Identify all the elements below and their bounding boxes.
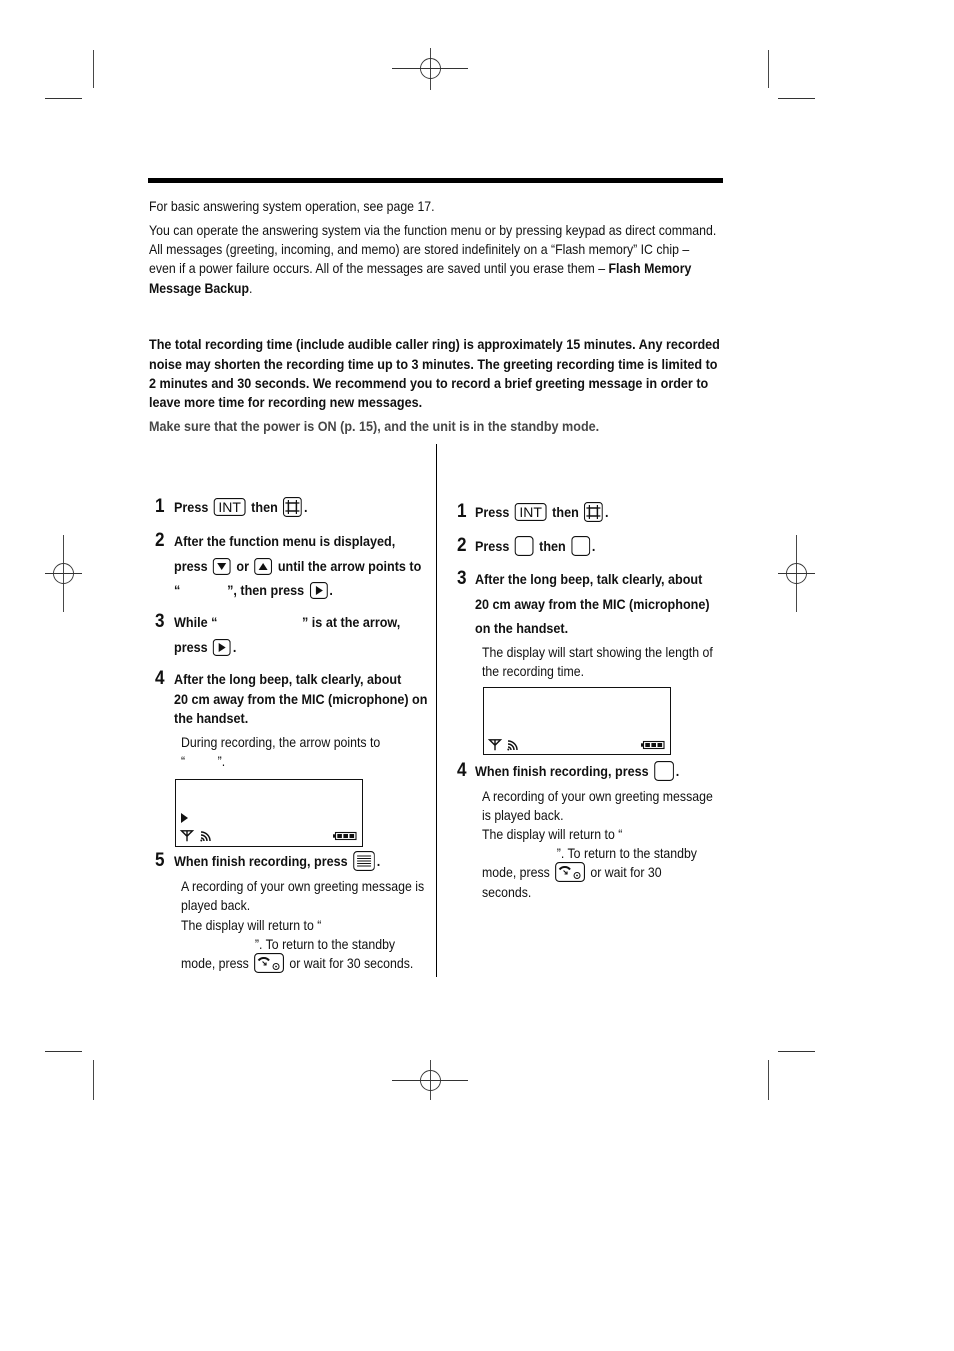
step-note: the recording time.	[482, 663, 585, 679]
lcd-screen	[483, 687, 671, 755]
blank-soft-key-icon	[654, 761, 674, 781]
step-instruction	[174, 637, 236, 657]
step-instruction	[174, 580, 333, 600]
step-note: During recording, the arrow points to	[181, 734, 381, 750]
step-text: Press	[475, 538, 510, 554]
step-text: While “	[174, 614, 218, 630]
notice-line: leave more time for recording new messages.	[149, 394, 423, 410]
int-key-label: INT	[519, 504, 543, 520]
step-instruction: After the long beep, talk clearly, about	[475, 571, 703, 587]
int-key-label: INT	[218, 499, 242, 515]
step-period: .	[604, 504, 609, 520]
notice-line: The total recording time (include audible caller ring) is approximately 15 minutes. Any recorded	[149, 336, 720, 352]
step-period: .	[591, 538, 596, 554]
int-key-icon	[515, 503, 547, 521]
step-note: The display will return to “	[181, 917, 322, 933]
intro-period: .	[248, 280, 253, 296]
step-note	[181, 934, 395, 954]
step-note: is played back.	[482, 807, 564, 823]
intro-line: All messages (greeting, incoming, and memo) are stored indefinitely on a “Flash memory” IC chip –	[149, 241, 690, 257]
intro-line: You can operate the answering system via the function menu or by pressing keypad as direct command.	[149, 222, 717, 238]
step-number: 1	[155, 496, 165, 517]
function-key-icon	[283, 497, 302, 517]
step-text: ”, then press	[227, 582, 305, 598]
step-number: 3	[155, 611, 165, 632]
intro-line	[149, 258, 691, 278]
crop-mark-top-left	[45, 50, 94, 99]
step-text: press	[174, 558, 208, 574]
step-instruction: the handset.	[174, 710, 249, 726]
off-hook-key-icon	[555, 862, 585, 882]
blank-soft-key-icon	[515, 536, 534, 556]
step-instruction	[174, 851, 380, 871]
step-note: The display will start showing the length of	[482, 644, 713, 660]
step-text: Press	[475, 504, 510, 520]
up-arrow-key-icon	[254, 558, 272, 575]
step-text: When finish recording, press	[174, 853, 348, 869]
step-period: .	[675, 763, 680, 779]
reference-note: For basic answering system operation, see page 17.	[149, 198, 435, 214]
step-note: The display will return to “	[482, 826, 623, 842]
int-key-icon	[214, 498, 246, 516]
step-number: 3	[457, 568, 467, 589]
step-note-text: ”. To return to the standby	[556, 845, 697, 861]
step-note: A recording of your own greeting message	[482, 788, 713, 804]
step-text: or	[236, 558, 250, 574]
step-note	[482, 843, 697, 863]
blank-soft-key-icon	[571, 536, 590, 556]
step-instruction	[475, 761, 679, 781]
off-hook-key-icon	[254, 953, 284, 973]
step-text: until the arrow points to	[277, 558, 422, 574]
notice-line: 2 minutes and 30 seconds. We recommend you to record a brief greeting message in order to	[149, 375, 709, 391]
crop-mark-bottom-right	[769, 1052, 816, 1101]
step-note-text: or wait for 30 seconds.	[289, 955, 414, 971]
step-text: ” is at the arrow,	[302, 614, 401, 630]
step-period: .	[303, 499, 308, 515]
step-number: 4	[155, 668, 165, 689]
step-instruction: 20 cm away from the MIC (microphone)	[475, 596, 710, 612]
intro-bold-term: Message Backup	[149, 280, 249, 296]
lcd-display	[175, 779, 363, 852]
right-arrow-key-icon	[310, 582, 328, 599]
registration-mark-bottom	[392, 1060, 468, 1100]
section-header-rule	[148, 178, 723, 183]
step-note-text: ”. To return to the standby	[254, 936, 396, 952]
step-instruction: After the long beep, talk clearly, about	[174, 671, 402, 687]
step-period: .	[329, 582, 333, 598]
notice-line: noise may shorten the recording time up to 3 minutes. The greeting recording time is limited to	[149, 356, 718, 372]
step-instruction	[475, 502, 608, 522]
step-instruction	[174, 556, 421, 576]
step-number: 4	[457, 760, 467, 781]
step-text: then	[251, 499, 278, 515]
quote-open: “	[181, 753, 186, 769]
step-instruction	[174, 612, 400, 632]
step-text: When finish recording, press	[475, 763, 649, 779]
step-instruction: 20 cm away from the MIC (microphone) on	[174, 691, 428, 707]
step-note: A recording of your own greeting message is	[181, 878, 425, 894]
lcd-display	[483, 687, 671, 760]
registration-mark-left	[45, 535, 82, 612]
step-note-text: mode, press	[181, 955, 249, 971]
step-note	[181, 751, 225, 771]
down-arrow-key-icon	[213, 558, 231, 575]
lcd-screen	[175, 779, 363, 847]
intro-line	[149, 278, 252, 298]
crop-mark-top-right	[769, 50, 816, 99]
step-note: played back.	[181, 897, 251, 913]
step-note: seconds.	[482, 884, 532, 900]
registration-mark-top	[392, 48, 468, 90]
step-instruction	[174, 497, 307, 517]
function-key-icon	[584, 502, 603, 522]
right-arrow-key-icon	[213, 639, 231, 656]
step-number: 2	[457, 535, 467, 556]
crop-mark-bottom-left	[45, 1052, 94, 1101]
step-number: 2	[155, 530, 165, 551]
step-period: .	[232, 639, 237, 655]
step-instruction: After the function menu is displayed,	[174, 533, 396, 549]
step-note-text: or wait for 30	[590, 864, 662, 880]
step-note-text: mode, press	[482, 864, 550, 880]
step-text: then	[552, 504, 579, 520]
step-instruction: on the handset.	[475, 620, 569, 636]
step-text: Press	[174, 499, 209, 515]
step-note	[482, 862, 662, 882]
step-number: 1	[457, 501, 467, 522]
intro-text: even if a power failure occurs. All of the messages are saved until you erase them –	[149, 260, 606, 276]
step-period: .	[376, 853, 381, 869]
step-text: press	[174, 639, 208, 655]
quote-open: “	[174, 582, 181, 598]
step-instruction	[475, 536, 595, 556]
step-number: 5	[155, 850, 165, 871]
menu-key-icon	[353, 851, 375, 871]
step-text: then	[539, 538, 566, 554]
quote-close: ”.	[217, 753, 226, 769]
prerequisite-note: Make sure that the power is ON (p. 15), and the unit is in the standby mode.	[149, 418, 600, 434]
intro-bold-term: Flash Memory	[608, 260, 692, 276]
column-divider	[436, 444, 437, 977]
registration-mark-right	[778, 535, 815, 612]
step-note	[181, 953, 413, 973]
